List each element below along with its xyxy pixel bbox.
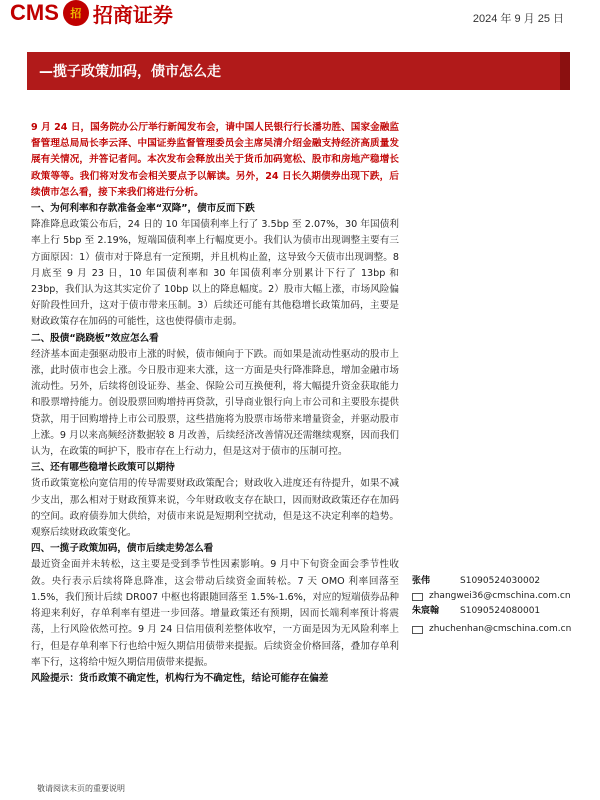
risk-warning: 风险提示：货币政策不确定性，机构行为不确定性，结论可能存在偏差 — [31, 672, 329, 684]
section-paragraph: 最近资金面并未转松，这主要是受到季节性因素影响。9 月中下旬资金面会季节性收敛。央行表示后续将降息降准，这会带动后续资金面转松。7 天 OMO 利率回落至 1.5%，我们预计后续 DR007 中枢也将跟随回落至 1.5%-1.6%，对应的短端债券品种将迎来利好，存单利率有望进一步回落。增量政策还有预期，因而长端利率预计将震荡，上行风险依然可控。9 月 24 日信用债利差整体收窄，一方面是因为无风险利率上行，但是存单利率下行也给中短久期信用债带来提振。后续资金价格回落，叠加存单利率下行，这将给中短久期信用债带来提振。 — [31, 559, 399, 668]
mail-icon — [412, 593, 423, 601]
analyst-name: 张伟 — [412, 576, 431, 586]
analyst-row — [412, 574, 582, 589]
section-paragraph: 降准降息政策公布后，24 日的 10 年国债利率上行了 3.5bp 至 2.07%，30 年国债利率上行 5bp 至 2.19%，短端国债利率上行幅度更小。我们认为债市出现调整主要有三方面原因：1）债市对于降息有一定预期，并且机构止盈，这导致今天债市出现调整。8 月底至 9 月 23 日，10 年国债利率和 30 年国债利率分别累计下行了 13bp 和 23bp，我们认为这其实定价了 10bp 以上的降息幅度。2）股市大幅上涨，市场风险偏好阶段性回升，这对于债市带来压制。3）后续还可能有其他稳增长政策加码，主要是财政政策存在加码的可能性，这也使得债市走弱。 — [31, 219, 399, 328]
analyst-email-row — [412, 589, 582, 604]
section-heading: 一、为何利率和存款准备金率“双降”，债市反而下跌 — [31, 203, 255, 215]
analyst-row — [412, 604, 582, 619]
logo-text-cn: 招商证券 — [92, 2, 173, 27]
intro-paragraph: 9 月 24 日，国务院办公厅举行新闻发布会，请中国人民银行行长潘功胜、国家金融监督管理总局局长李云泽、中国证券监督管理委员会主席吴清介绍金融支持经济高质量发展有关情况，并答记者问。本次发布会释放出关于货币加码宽松、股市和房地产稳增长政策等等。我们将对发布会相关要点予以解读。另外，24 日长久期债券出现下跌，后续债市怎么看，接下来我们将进行分析。 — [31, 122, 399, 198]
report-title: —揽子政策加码，债市怎么走 — [39, 64, 221, 80]
analyst-license: S1090524080001 — [460, 606, 541, 616]
section-paragraph: 经济基本面走强驱动股市上涨的时候，债市倾向于下跌。而如果是流动性驱动的股市上涨，此时债市也会上涨。今日股市迎来大涨，这一方面是央行降准降息，增加金融市场流动性。另外，后续将创设证券、基金、保险公司互换便利，将大幅提升资金获取能力和股票增持能力。创设股票回购增持再贷款，引导商业银行向上市公司和主要股东提供贷款，用于回购增持上市公司股票，这些措施将为股票市场带来增量资金，并驱动股市上涨。9 月以来高频经济数据较 8 月改善，后续经济改善情况还需继续观察，因而我们认为，在政策的呵护下，股市存在上行动力，但是这对于债市的压制可控。 — [31, 348, 399, 458]
banner-edge — [560, 52, 570, 90]
company-logo — [10, 0, 173, 26]
footer-disclaimer: 敬请阅读末页的重要说明 — [37, 784, 125, 793]
analyst-email-row — [412, 622, 582, 637]
report-body — [31, 120, 399, 687]
report-date: 2024 年 9 月 25 日 — [472, 13, 564, 25]
title-banner — [27, 52, 570, 90]
section-heading: 三、还有哪些稳增长政策可以期待 — [31, 462, 175, 474]
mail-icon — [412, 626, 423, 634]
analyst-name: 朱宸翰 — [412, 606, 440, 616]
analyst-email[interactable]: zhuchenhan@cmschina.com.cn — [429, 624, 572, 634]
section-paragraph: 货币政策宽松向宽信用的传导需要财政政策配合；财政收入进度还有待提升，如果不减少支出，那么相对于财政预算来说，今年财政收支存在缺口，因而财政政策还存在加码的空间。政府债券加大供给，对债市来说是短期利空扰动，但是这不决定利率的趋势。观察后续财政政策变化。 — [31, 478, 399, 539]
analyst-panel — [412, 574, 582, 637]
analyst-email[interactable]: zhangwei36@cmschina.com.cn — [429, 591, 571, 601]
section-heading: 四、一揽子政策加码，债市后续走势怎么看 — [31, 543, 214, 555]
section-heading: 二、股债“跷跷板”效应怎么看 — [31, 332, 159, 344]
logo-text-en: CMS — [10, 0, 59, 25]
analyst-license: S1090524030002 — [460, 576, 541, 586]
logo-badge-icon: 招 — [63, 0, 89, 26]
